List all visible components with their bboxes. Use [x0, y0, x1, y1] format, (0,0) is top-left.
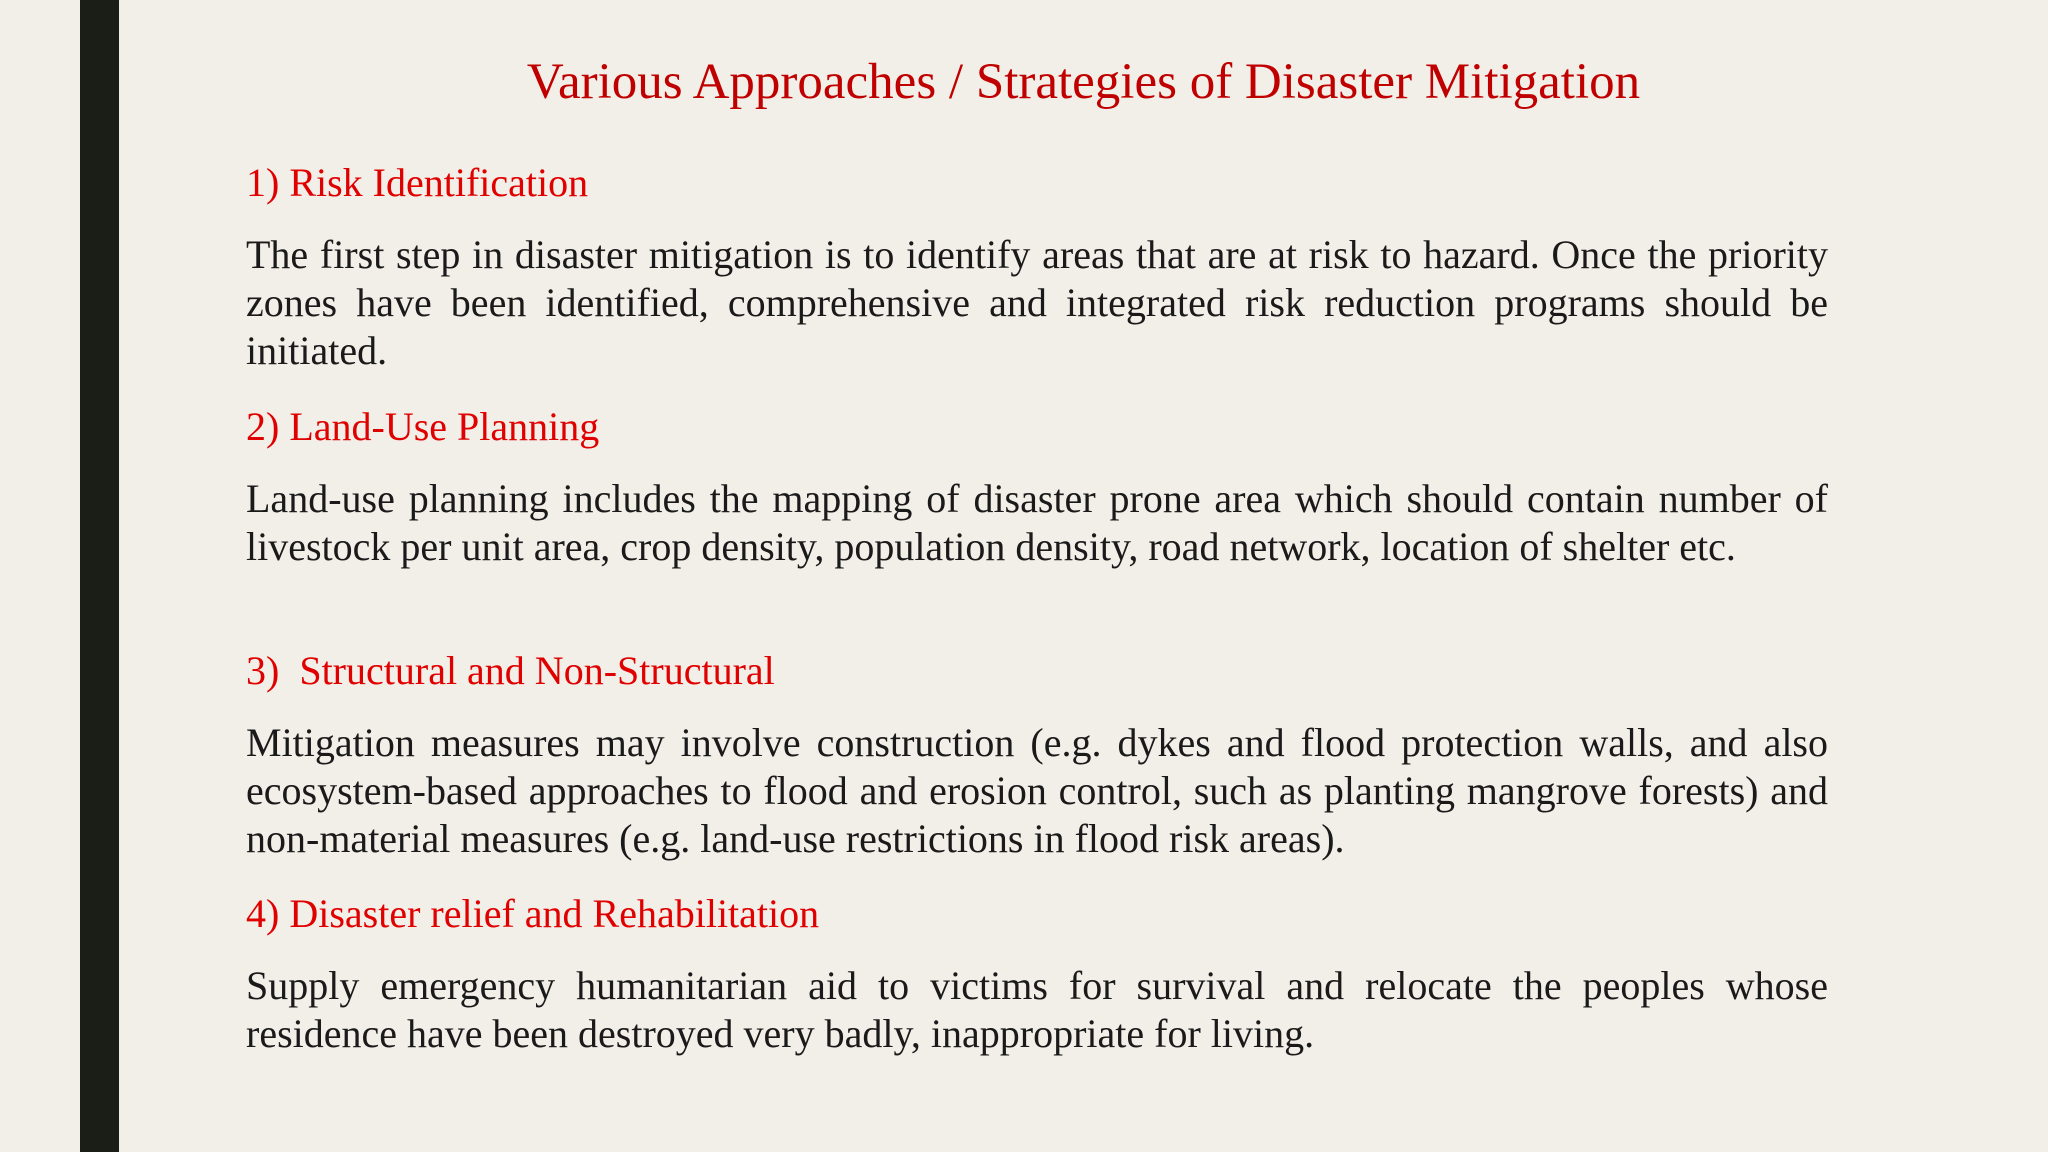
section-land-use-planning [246, 403, 1828, 571]
section-heading: 1) Risk Identification [246, 160, 589, 205]
section-heading: 2) Land-Use Planning [246, 404, 600, 449]
section-body: The first step in disaster mitigation is to identify areas that are at risk to hazard. Once the priority zones have been identified, comprehensive and integrated risk reduction programs should be initiated. [246, 232, 1828, 373]
section-structural-non-structural [246, 647, 1828, 863]
slide-title: Various Approaches / Strategies of Disaster Mitigation [526, 54, 1641, 110]
section-body: Land-use planning includes the mapping of disaster prone area which should contain number of livestock per unit area, crop density, population density, road network, location of shelter etc. [246, 476, 1828, 569]
section-body: Mitigation measures may involve construction (e.g. dykes and flood protection walls, and also ecosystem-based approaches to flood and erosion control, such as planting mangrove forests) and non-material measures (e.g. land-use restrictions in flood risk areas). [246, 720, 1828, 861]
section-risk-identification [246, 159, 1828, 375]
section-disaster-relief [246, 890, 1828, 1058]
section-heading: 3) Structural and Non-Structural [246, 648, 775, 693]
section-body: Supply emergency humanitarian aid to victims for survival and relocate the peoples whose residence have been destroyed very badly, inappropriate for living. [246, 963, 1828, 1056]
left-accent-bar [80, 0, 119, 1152]
section-heading: 4) Disaster relief and Rehabilitation [246, 891, 820, 936]
